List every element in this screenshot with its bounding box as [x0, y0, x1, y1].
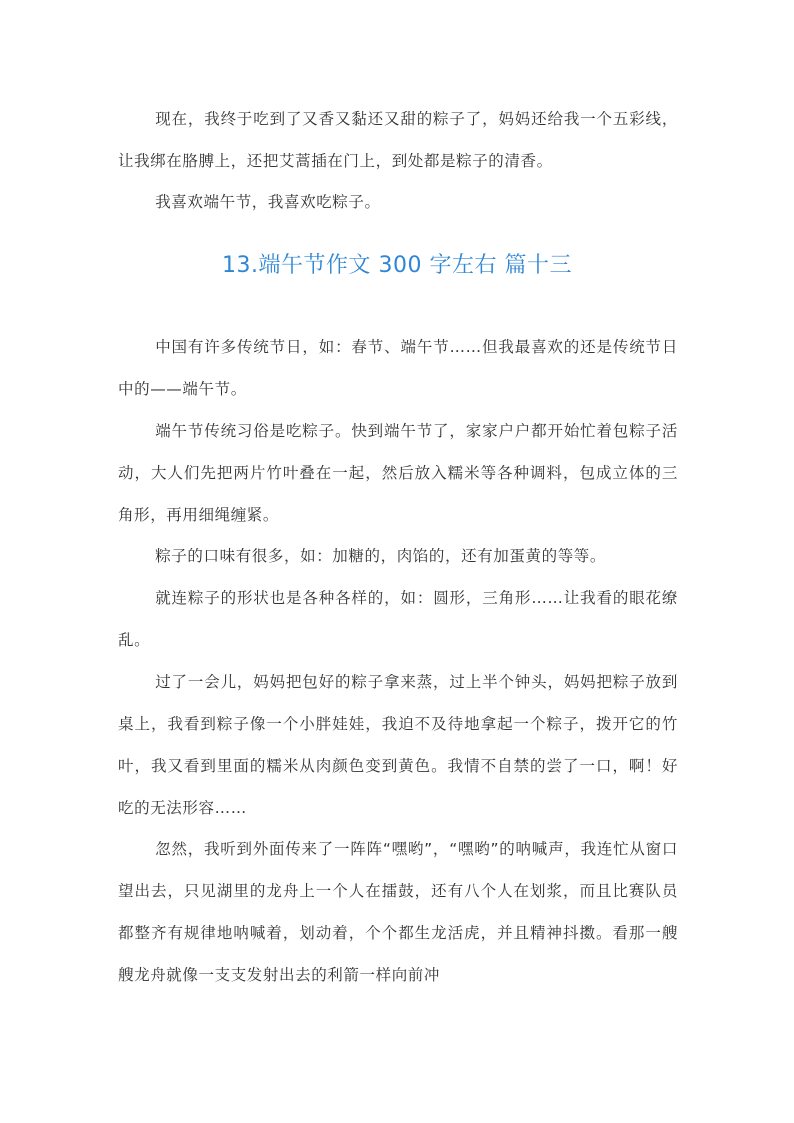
paragraph-zongzi-taste: 现在，我终于吃到了又香又黏还又甜的粽子了，妈妈还给我一个五彩线，让我绑在胳膊上，还把艾蒿插在门上，到处都是粽子的清香。 [118, 110, 678, 170]
paragraph-eating-zongzi: 端午节传统习俗是吃粽子。快到端午节了，家家户户都开始忙着包粽子活动，大人们先把两片竹叶叠在一起，然后放入糯米等各种调料，包成立体的三角形，再用细绳缠紧。 [118, 422, 678, 524]
paragraph-steaming-zongzi: 过了一会儿，妈妈把包好的粽子拿来蒸，过上半个钟头，妈妈把粽子放到桌上，我看到粽子像一个小胖娃娃，我迫不及待地拿起一个粽子，拨开它的竹叶，我又看到里面的糯米从肉颜色变到黄色。我情不自禁的尝了一口，啊！好吃的无法形容…… [118, 673, 678, 817]
paragraph-zongzi-shapes: 就连粽子的形状也是各种各样的，如：圆形，三角形……让我看的眼花缭乱。 [118, 589, 678, 649]
paragraph-love-duanwu: 我喜欢端午节，我喜欢吃粽子。 [155, 193, 381, 211]
section-title: 13.端午节作文 300 字左右 篇十三 [222, 253, 572, 278]
paragraph-traditional-festivals: 中国有许多传统节日，如：春节、端午节……但我最喜欢的还是传统节日中的——端午节。 [118, 338, 678, 398]
paragraph-zongzi-flavors: 粽子的口味有很多，如：加糖的，肉馅的，还有加蛋黄的等等。 [155, 547, 606, 565]
paragraph-dragon-boat: 忽然，我听到外面传来了一阵阵“嘿哟”，“嘿哟”的呐喊声，我连忙从窗口望出去，只见湖里的龙舟上一个人在擂鼓，还有八个人在划浆，而且比赛队员都整齐有规律地呐喊着，划动着，个个都生龙活虎，并且精神抖擞。看那一艘艘龙舟就像一支支发射出去的利箭一样向前冲 [118, 840, 678, 984]
